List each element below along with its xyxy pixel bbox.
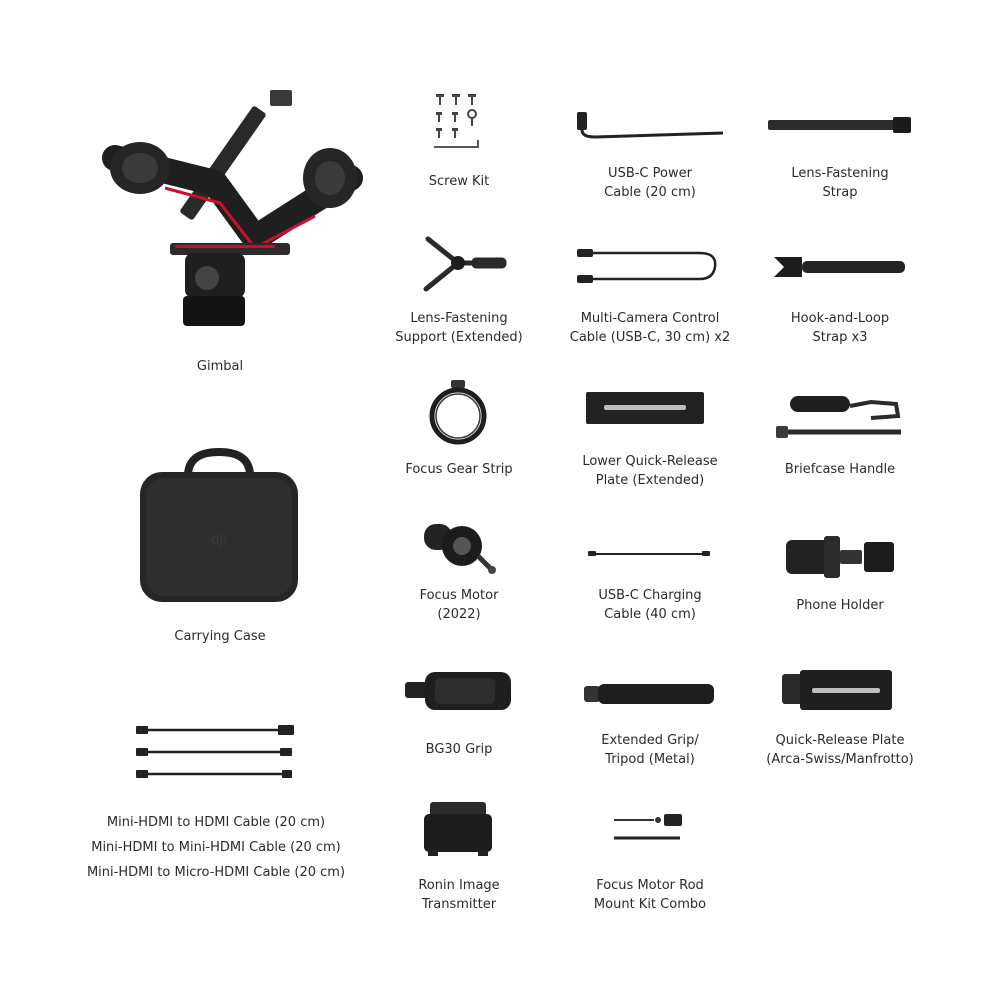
item-label-quick-release-plate: Quick-Release Plate (Arca-Swiss/Manfrotto) [766,733,914,767]
item-label-carrying-case: Carrying Case [174,629,266,644]
item-label-phone-holder: Phone Holder [796,598,884,613]
quick-release-plate-image [782,668,894,714]
svg-text:dji: dji [210,532,228,548]
item-label-gimbal: Gimbal [196,359,244,374]
bg30-grip-image [405,668,515,714]
item-label-focus-motor-rod-mount-kit: Focus Motor Rod Mount Kit Combo [593,878,707,912]
gimbal-image [95,88,365,338]
carrying-case-image [138,446,300,606]
item-label-screw-kit: Screw Kit [428,174,490,189]
item-label-extended-grip-tripod: Extended Grip/ Tripod (Metal) [601,733,699,767]
item-label-hook-and-loop-strap: Hook-and-Loop Strap x3 [790,311,890,345]
item-label-ronin-image-transmitter: Ronin Image Transmitter [418,878,500,912]
item-label-bg30-grip: BG30 Grip [425,742,493,757]
lens-fastening-support-image [418,235,508,293]
item-label-usbc-charging-cable: USB-C Charging Cable (40 cm) [598,588,702,622]
item-label-hdmi-cables: Mini-HDMI to HDMI Cable (20 cm) Mini-HDMI to Mini-HDMI Cable (20 cm) Mini-HDMI to Micro-HDMI Cable (20 cm) [86,815,346,880]
item-label-briefcase-handle: Briefcase Handle [784,462,896,477]
focus-motor-image [420,518,500,576]
lower-quick-release-plate-image [586,390,704,426]
item-label-lens-fastening-support: Lens-Fastening Support (Extended) [395,311,523,345]
hdmi-cables-image [136,724,294,780]
item-label-focus-motor: Focus Motor (2022) [419,588,499,622]
hook-and-loop-strap-image [772,253,907,283]
screw-kit-image [432,92,482,154]
item-label-multi-camera-control-cable: Multi-Camera Control Cable (USB-C, 30 cm) x2 [569,311,731,345]
focus-motor-rod-mount-kit-image [614,812,686,846]
item-label-focus-gear-strip: Focus Gear Strip [405,462,513,477]
usbc-charging-cable-image [588,549,710,559]
item-label-usbc-power-cable: USB-C Power Cable (20 cm) [604,166,696,200]
extended-grip-tripod-image [584,680,716,710]
item-label-lens-fastening-strap: Lens-Fastening Strap [791,166,889,200]
phone-holder-image [784,532,896,580]
multi-camera-cable-image [575,245,720,290]
focus-gear-strip-image [425,378,491,450]
ronin-image-transmitter-image [422,800,494,858]
usbc-power-cable-image [575,110,725,140]
lens-fastening-strap-image [768,116,913,136]
item-label-lower-quick-release-plate: Lower Quick-Release Plate (Extended) [582,454,718,488]
briefcase-handle-image [776,394,906,442]
